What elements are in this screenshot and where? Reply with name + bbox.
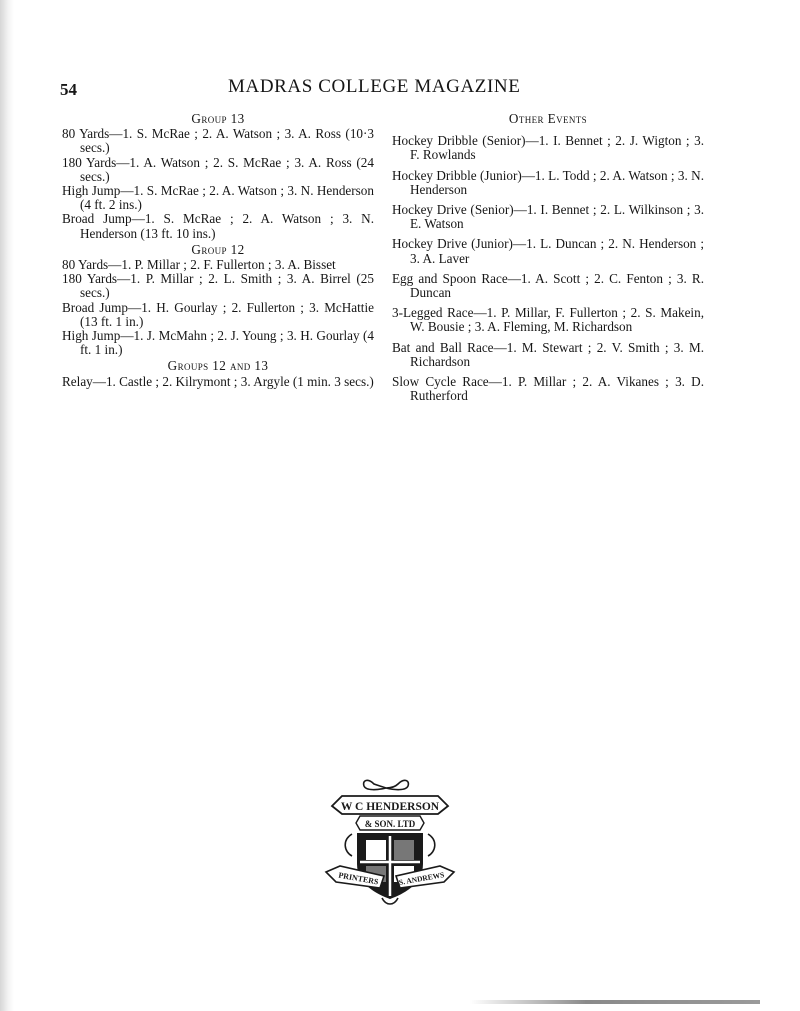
result-entry: Slow Cycle Race—1. P. Millar ; 2. A. Vikanes ; 3. D. Rutherford — [392, 374, 704, 404]
mark-name-line: W C HENDERSON — [340, 801, 440, 813]
section-heading-group-13: Group 13 — [191, 111, 245, 126]
result-entry: Hockey Drive (Junior)—1. L. Duncan ; 2. N. Henderson ; 3. A. Laver — [392, 236, 704, 266]
result-entry: 180 Yards—1. A. Watson ; 2. S. McRae ; 3. A. Ross (24 secs.) — [62, 154, 374, 184]
result-entry: Broad Jump—1. H. Gourlay ; 2. Fullerton ; 3. McHattie (13 ft. 1 in.) — [62, 299, 374, 329]
mark-left-scroll-text: PRINTERS — [337, 870, 380, 887]
printer-mark-logo — [322, 778, 458, 912]
scan-edge-shadow — [0, 0, 14, 1011]
result-entry: Relay—1. Castle ; 2. Kilrymont ; 3. Argyle (1 min. 3 secs.) — [62, 373, 374, 389]
result-entry: 80 Yards—1. P. Millar ; 2. F. Fullerton ; 3. A. Bisset — [62, 257, 336, 273]
result-entry: Bat and Ball Race—1. M. Stewart ; 2. V. Smith ; 3. M. Richardson — [392, 339, 704, 369]
left-column — [62, 110, 374, 389]
result-entry: Egg and Spoon Race—1. A. Scott ; 2. C. Fenton ; 3. R. Duncan — [392, 270, 704, 301]
result-entry: Hockey Dribble (Junior)—1. L. Todd ; 2. A. Watson ; 3. N. Henderson — [392, 167, 704, 197]
section-heading-other-events: Other Events — [508, 111, 588, 126]
mark-son-line: & SON. LTD — [364, 819, 416, 829]
running-head: MADRAS COLLEGE MAGAZINE — [228, 76, 521, 97]
shield-quarter-icon — [366, 840, 386, 860]
shield-quarter-icon — [394, 840, 414, 860]
mark-right-scroll-text: S. ANDREWS — [398, 870, 445, 887]
result-entry: Hockey Drive (Senior)—1. I. Bennet ; 2. L. Wilkinson ; 3. E. Watson — [392, 202, 704, 232]
result-entry: Broad Jump—1. S. McRae ; 2. A. Watson ; 3. N. Henderson (13 ft. 10 ins.) — [62, 211, 374, 241]
page-number: 54 — [60, 80, 77, 99]
scan-bottom-edge — [470, 1000, 760, 1004]
result-entry: High Jump—1. J. McMahn ; 2. J. Young ; 3. H. Gourlay (4 ft. 1 in.) — [62, 328, 374, 358]
result-entry: 180 Yards—1. P. Millar ; 2. L. Smith ; 3. A. Birrel (25 secs.) — [62, 271, 374, 301]
result-entry: 80 Yards—1. S. McRae ; 2. A. Watson ; 3. A. Ross (10·3 secs.) — [62, 126, 374, 156]
section-heading-group-12: Group 12 — [191, 241, 245, 257]
result-entry: High Jump—1. S. McRae ; 2. A. Watson ; 3. N. Henderson (4 ft. 2 ins.) — [62, 183, 374, 213]
result-entry: 3-Legged Race—1. P. Millar, F. Fullerton ; 2. S. Makein, W. Bousie ; 3. A. Fleming, M. Richardson — [392, 305, 704, 335]
result-entry: Hockey Dribble (Senior)—1. I. Bennet ; 2. J. Wigton ; 3. F. Rowlands — [392, 133, 704, 163]
ribbon-bow-icon — [364, 780, 409, 789]
section-heading-groups-12-and-13: Groups 12 and 13 — [167, 358, 269, 374]
right-column — [392, 110, 704, 409]
